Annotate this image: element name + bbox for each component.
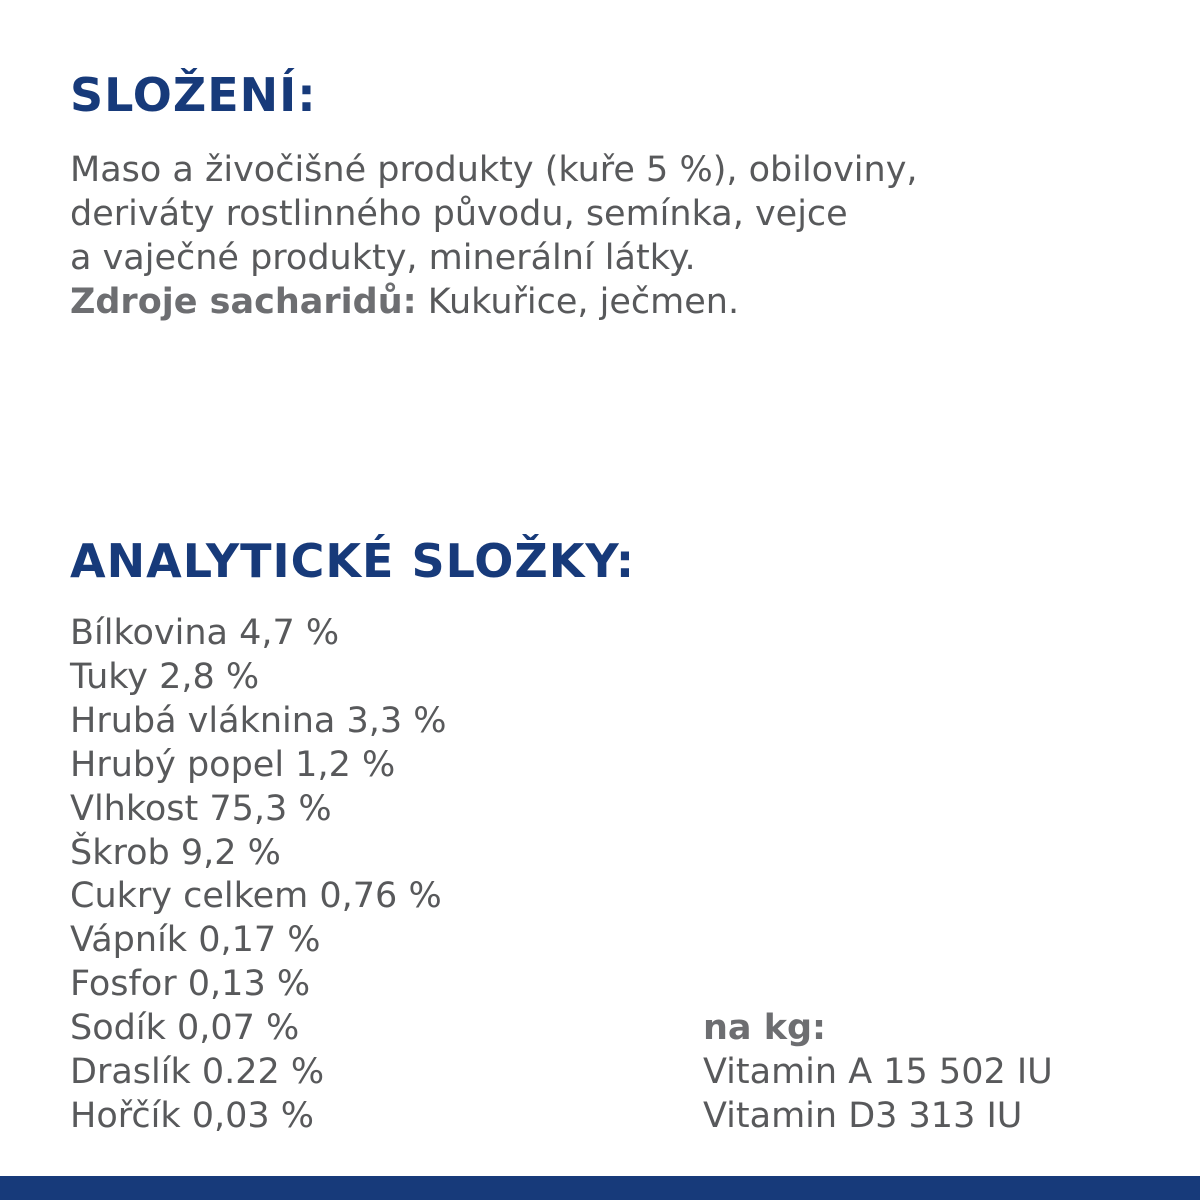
analytics-item: Vápník 0,17 %	[70, 920, 321, 961]
analytics-item: Hořčík 0,03 %	[70, 1095, 315, 1136]
composition-line: a vaječné produkty, minerální látky.	[70, 238, 696, 278]
analytics-item: Draslík 0.22 %	[70, 1052, 325, 1093]
composition-line: deriváty rostlinného původu, semínka, vejce	[70, 194, 848, 234]
analytics-item: Sodík 0,07 %	[70, 1008, 300, 1049]
analytics-item: Fosfor 0,13 %	[70, 964, 311, 1005]
analytics-item: Vlhkost 75,3 %	[70, 788, 332, 829]
analytics-item: Škrob 9,2 %	[70, 832, 281, 873]
per-kg-block	[703, 1007, 1053, 1139]
analytics-item: Hrubý popel 1,2 %	[70, 744, 396, 785]
composition-text	[70, 148, 918, 324]
analytics-item: Cukry celkem 0,76 %	[70, 876, 442, 917]
bottom-bar	[0, 1176, 1200, 1200]
per-kg-label: na kg:	[703, 1008, 827, 1048]
composition-line: Maso a živočišné produkty (kuře 5 %), obiloviny,	[70, 150, 918, 190]
vitamin-item: Vitamin A 15 502 IU	[703, 1051, 1053, 1092]
analytics-list	[70, 612, 447, 1139]
composition-heading: SLOŽENÍ:	[70, 68, 317, 122]
analytics-item: Tuky 2,8 %	[70, 656, 260, 697]
analytics-heading: ANALYTICKÉ SLOŽKY:	[70, 534, 636, 588]
analytics-item: Bílkovina 4,7 %	[70, 613, 340, 653]
analytics-item: Hrubá vláknina 3,3 %	[70, 700, 447, 741]
carb-sources-value: Kukuřice, ječmen.	[416, 282, 740, 322]
carb-sources-line	[70, 280, 918, 324]
vitamin-item: Vitamin D3 313 IU	[703, 1095, 1023, 1136]
carb-sources-label: Zdroje sacharidů:	[70, 282, 417, 322]
